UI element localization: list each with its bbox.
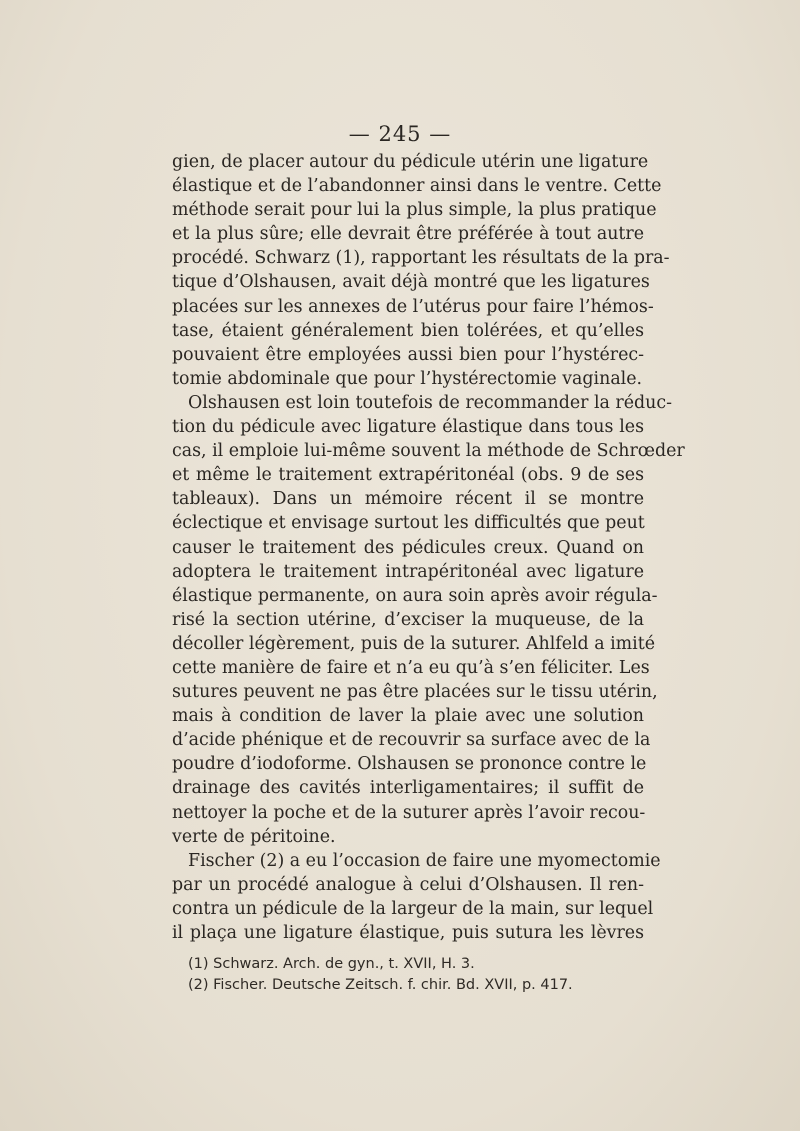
text-line: tableaux). Dans un mémoire récent il se montre [172,489,644,510]
text-line: causer le traitement des pédicules creux. Quand on [172,537,644,558]
paragraph-start-line: Olshausen est loin toutefois de recommander la réduc- [188,392,672,413]
text-line: tomie abdominale que pour l’hystérectomie vaginale. [172,368,643,389]
text-line: élastique et de l’abandonner ainsi dans le ventre. Cette [172,176,662,197]
text-line: verte de péritoine. [172,826,336,847]
text-line: sutures peuvent ne pas être placées sur le tissu utérin, [172,682,658,703]
text-line: procédé. Schwarz (1), rapportant les résultats de la pra- [172,248,670,269]
text-line: placées sur les annexes de l’utérus pour faire l’hémos- [172,296,654,317]
paragraph-start-line: Fischer (2) a eu l’occasion de faire une myomectomie [188,850,661,871]
text-line: contra un pédicule de la largeur de la main, sur lequel [172,898,654,919]
text-line: tion du pédicule avec ligature élastique dans tous les [172,417,644,438]
text-line: mais à condition de laver la plaie avec une solution [172,706,644,727]
text-line: risé la section utérine, d’exciser la muqueuse, de la [172,609,644,630]
text-line: poudre d’iodoforme. Olshausen se prononce contre le [172,754,647,775]
footnote: (1) Schwarz. Arch. de gyn., t. XVII, H. 3. [188,956,475,972]
text-line: cas, il emploie lui-même souvent la méthode de Schrœder [172,441,685,462]
text-line: tase, étaient généralement bien tolérées, et qu’elles [172,320,644,341]
page-number: — 245 — [348,122,452,146]
text-line: nettoyer la poche et de la suturer après l’avoir recou- [172,802,646,823]
text-line: cette manière de faire et n’a eu qu’à s’en féliciter. Les [172,657,650,678]
text-line: élastique permanente, on aura soin après avoir régula- [172,585,658,606]
text-line: d’acide phénique et de recouvrir sa surface avec de la [172,730,651,751]
text-line: adoptera le traitement intrapéritonéal avec ligature [172,561,644,582]
text-line: et la plus sûre; elle devrait être préférée à tout autre [172,224,644,245]
footnotes [188,954,648,996]
text-line: décoller légèrement, puis de la suturer. Ahlfeld a imité [172,633,655,654]
text-line: gien, de placer autour du pédicule utérin une ligature [172,152,649,172]
text-line: et même le traitement extrapéritonéal (obs. 9 de ses [172,465,644,486]
footnote: (2) Fischer. Deutsche Zeitsch. f. chir. Bd. XVII, p. 417. [188,977,573,993]
text-line: drainage des cavités interligamentaires; il suffit de [172,778,644,799]
text-line: éclectique et envisage surtout les difficultés que peut [172,513,645,534]
body-text [172,150,685,945]
text-line: pouvaient être employées aussi bien pour l’hystérec- [172,344,644,365]
text-line: il plaça une ligature élastique, puis sutura les lèvres [172,923,644,943]
text-line: méthode serait pour lui la plus simple, la plus pratique [172,200,657,221]
text-line: par un procédé analogue à celui d’Olshausen. Il ren- [172,874,644,895]
text-line: tique d’Olshausen, avait déjà montré que les ligatures [172,272,650,293]
